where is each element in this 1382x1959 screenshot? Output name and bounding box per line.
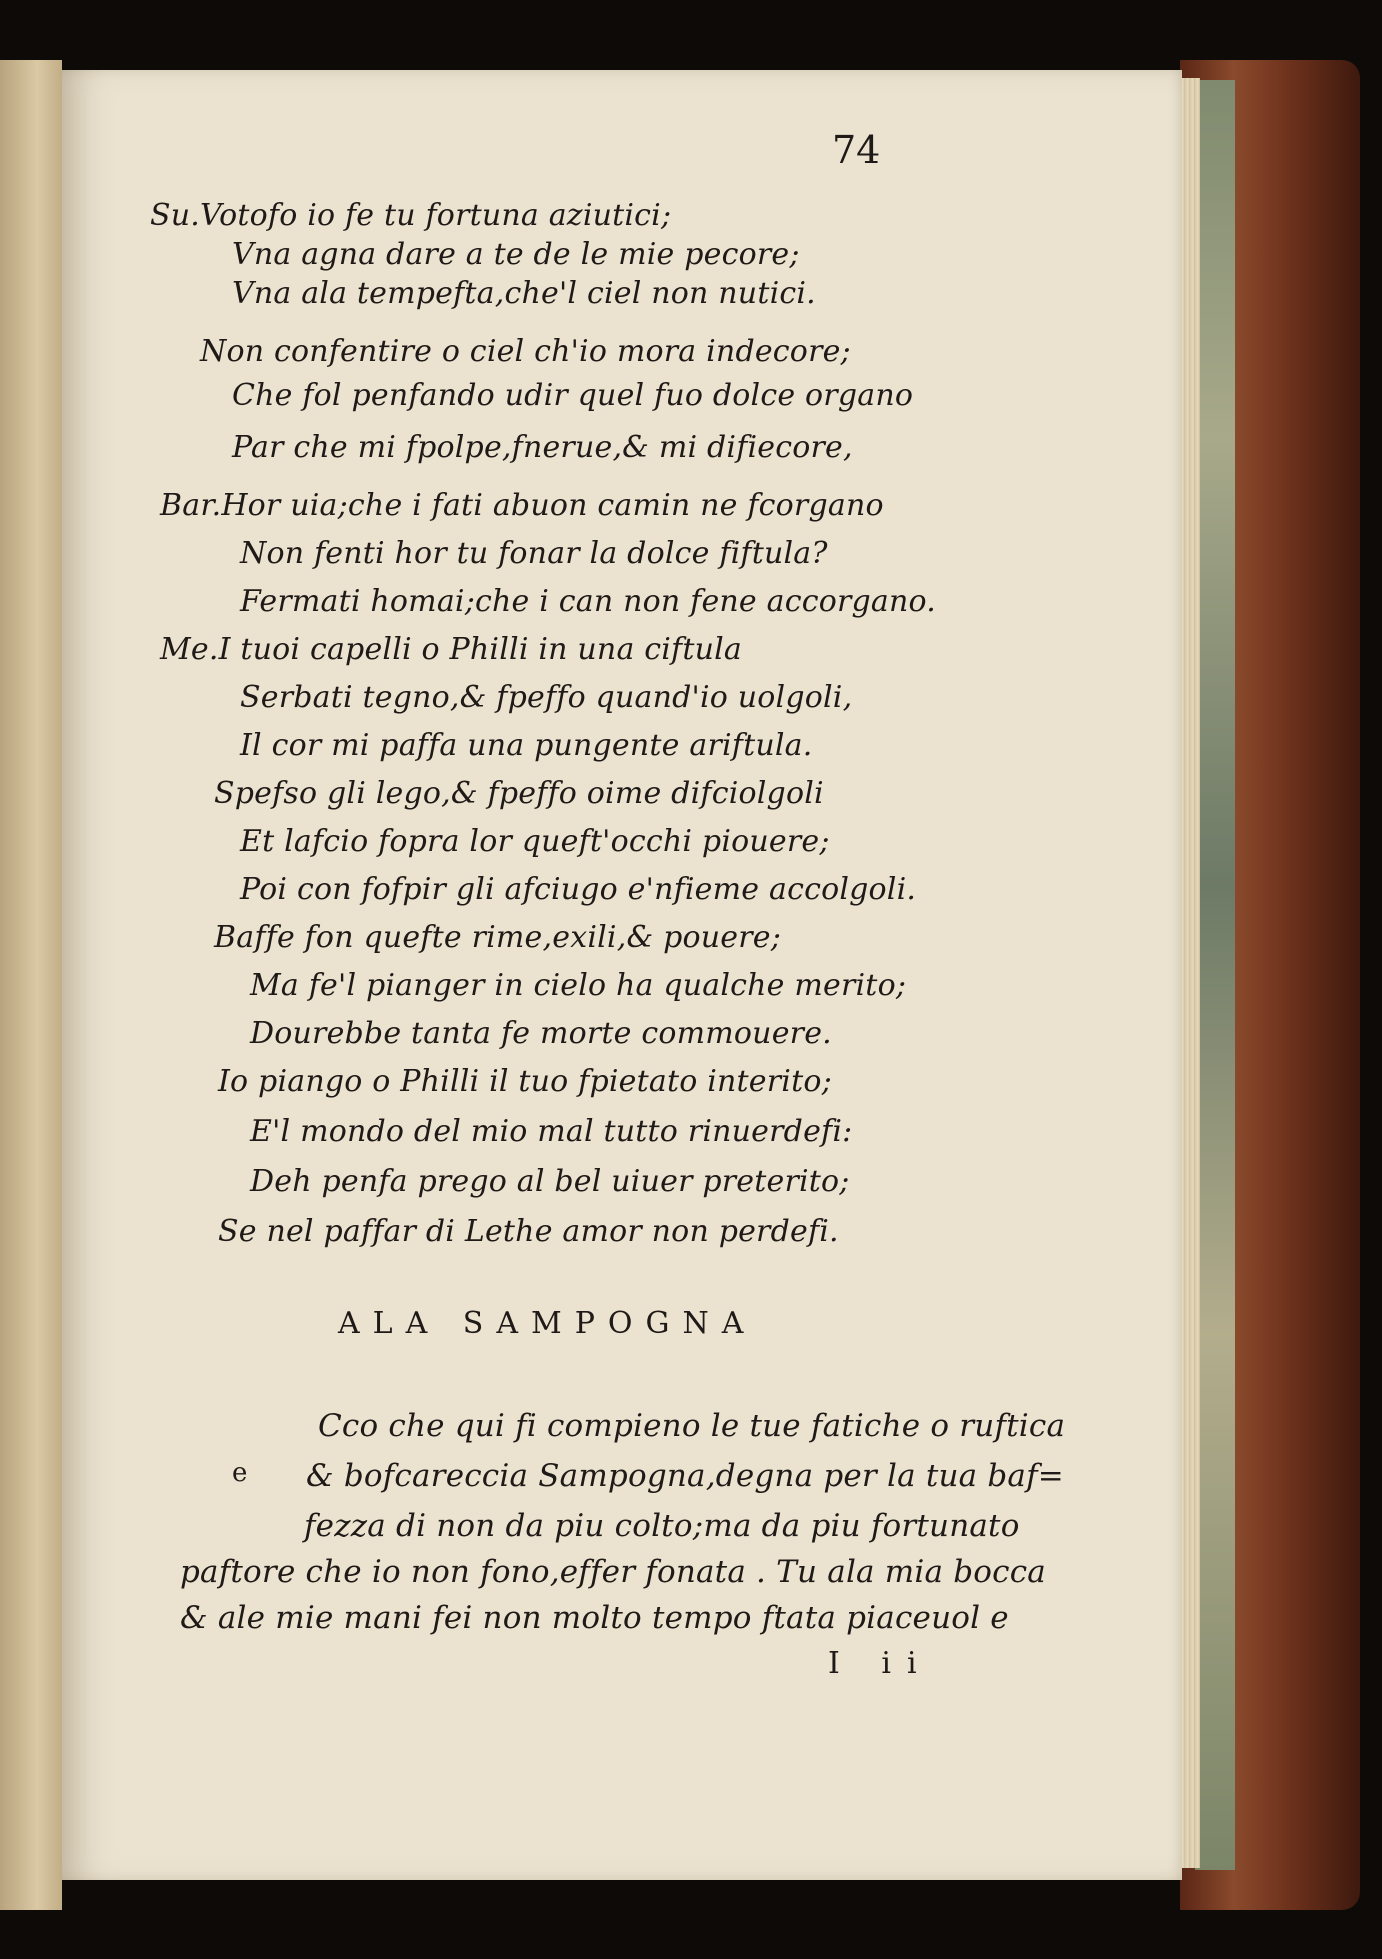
- verse-line: Non fenti hor tu fonar la dolce fiftula?: [240, 536, 828, 571]
- section-heading: ALA SAMPOGNA: [338, 1306, 757, 1341]
- signature-mark: I ii: [828, 1646, 933, 1681]
- verse-line: Me.I tuoi capelli o Philli in una ciftula: [160, 632, 743, 667]
- verse-line: Poi con fofpir gli afciugo e'nfieme accolgoli.: [240, 872, 917, 907]
- verse-line: Io piango o Philli il tuo fpietato interito;: [218, 1064, 832, 1099]
- verse-line: Fermati homai;che i can non fene accorgano.: [240, 584, 936, 619]
- verse-line: Se nel paffar di Lethe amor non perdefi.: [218, 1214, 839, 1249]
- verse-line: Par che mi fpolpe,fnerue,& mi difiecore,: [232, 430, 853, 465]
- verse-line: Il cor mi paffa una pungente ariftula.: [240, 728, 813, 763]
- page-number: 74: [832, 128, 881, 172]
- verse-line: Dourebbe tanta fe morte commouere.: [250, 1016, 832, 1051]
- prose-line: fezza di non da piu colto;ma da piu fortunato: [304, 1508, 1020, 1544]
- verse-line: Et lafcio fopra lor queft'occhi piouere;: [240, 824, 830, 859]
- verse-line: Non confentire o ciel ch'io mora indecore;: [200, 334, 851, 369]
- verse-line: E'l mondo del mio mal tutto rinuerdefi:: [250, 1114, 853, 1149]
- verse-line: Vna agna dare a te de le mie pecore;: [232, 237, 800, 272]
- prose-line: paftore che io non fono,effer fonata . Tu ala mia bocca: [180, 1554, 1046, 1590]
- verse-line: Baffe fon quefte rime,exili,& pouere;: [214, 920, 782, 955]
- prose-line: Cco che qui fi compieno le tue fatiche o ruftica: [318, 1408, 1066, 1444]
- verse-line: Bar.Hor uia;che i fati abuon camin ne fcorgano: [160, 488, 884, 523]
- prose-line: & ale mie mani fei non molto tempo ftata piaceuol e: [180, 1600, 1009, 1636]
- verse-line: Ma fe'l pianger in cielo ha qualche merito;: [250, 968, 907, 1003]
- prose-line: & bofcareccia Sampogna,degna per la tua baf=: [306, 1458, 1064, 1494]
- verse-line: Serbati tegno,& fpeffo quand'io uolgoli,: [240, 680, 853, 715]
- marbled-endpaper: [1195, 80, 1235, 1870]
- verse-line: Deh penfa prego al bel uiuer preterito;: [250, 1164, 850, 1199]
- verse-line: Spefso gli lego,& fpeffo oime difciolgoli: [214, 776, 824, 811]
- verse-line: Vna ala tempefta,che'l ciel non nutici.: [232, 276, 816, 311]
- verse-line: Che fol penfando udir quel fuo dolce organo: [232, 378, 914, 413]
- drop-initial: e: [232, 1458, 248, 1488]
- verse-line: Su.Votofo io fe tu fortuna aziutici;: [150, 198, 672, 233]
- left-page-edge: [0, 60, 62, 1910]
